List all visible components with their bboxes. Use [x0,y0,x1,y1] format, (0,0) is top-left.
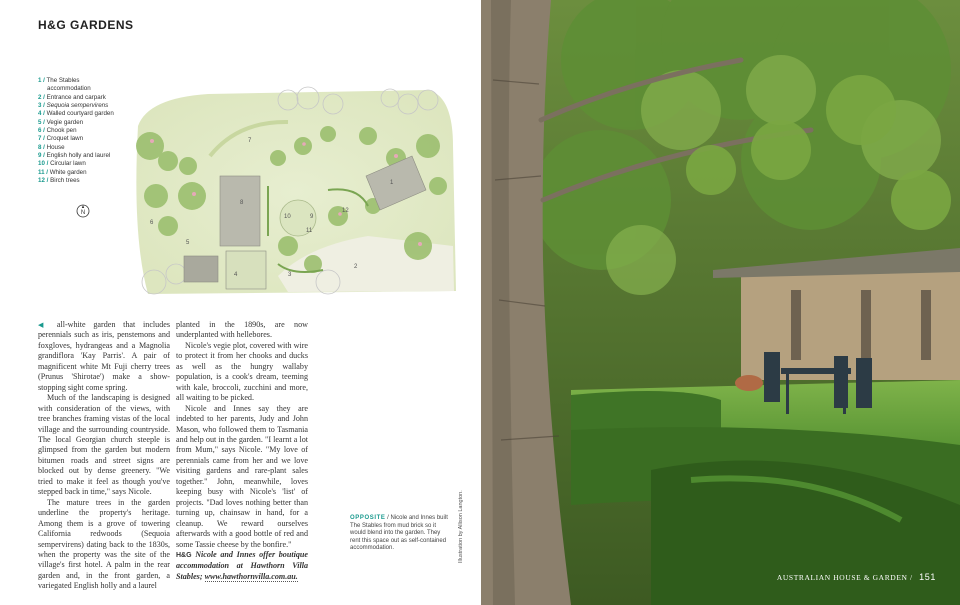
legend-label: Circular lawn [50,160,86,168]
garden-photo [481,0,960,605]
end-mark: H&G [176,551,192,559]
legend-label: Vegie garden [46,118,84,126]
garden-photo-illustration [481,0,960,605]
legend-number: 3 / [38,102,45,110]
article-column-2 [176,320,308,582]
plan-number-label: 5 [186,240,190,246]
plan-number-label: 2 [354,264,358,270]
accommodation-credit: Nicole and Innes offer boutique accommodation at Hawthorn Villa Stables; [176,549,308,581]
caption-tag: OPPOSITE [350,515,386,521]
caption-text: / Nicole and Innes built The Stables from mud brick so it would blend into the garden. They rent this space out as self-contained accommodation. [350,515,448,552]
website-link[interactable]: www.hawthornvilla.com.au. [204,571,298,581]
col2-paragraph-2: Nicole's vegie plot, covered with wire to protect it from her chooks and ducks as well as the hungry wallaby population, is a cook's dream, teeming with kale, broccoli, zucchini and more, all waiting to be picked. [176,340,308,403]
col1-paragraph-1: all-white garden that includes perennials such as iris, penstemons and foxgloves, hydrangeas and a Magnolia grandiflora 'Kay Parris'. A pair of magnificent white Mt Fuji cherry trees (Prunus 'Shirotae') make a show-stopping sight come spring. [38,320,170,392]
garden-plan-illustration [128,86,458,301]
plan-number-label: 12 [342,208,349,214]
plan-number-label: 3 [288,272,292,278]
page-footer [777,572,936,582]
section-title: H&G GARDENS [38,18,134,32]
legend-label: White garden [49,168,87,176]
legend-label: Walled courtyard garden [46,110,114,118]
legend-label: House [46,143,65,151]
page-number: 151 [919,572,936,582]
legend-label: Entrance and carpark [46,93,106,101]
plan-number-label: 11 [306,228,313,234]
compass-icon [76,204,90,218]
legend-sublabel: accommodation [47,85,91,93]
legend-number: 1 / [38,77,45,84]
plan-number-label: 9 [310,214,314,220]
plan-house [220,176,260,246]
legend-number: 8 / [38,143,45,151]
plan-number-label: 6 [150,220,154,226]
plan-number-label: 8 [240,200,244,206]
legend-label: English holly and laurel [46,152,111,160]
legend-number: 4 / [38,110,45,118]
legend-number: 12 / [38,177,49,185]
plan-number-label: 1 [390,180,394,186]
compass-label: N [80,209,86,216]
plan-number-label: 7 [248,138,252,144]
legend-number: 7 / [38,135,45,143]
photo-caption [350,515,450,553]
plan-number-label: 4 [234,272,238,278]
legend-number: 10 / [38,160,49,168]
legend-number: 5 / [38,118,45,126]
legend-label: The Stables [46,77,80,84]
legend-item [38,77,158,85]
illustration-credit: Illustration by Allison Langton. [458,490,464,563]
col2-paragraph-1: planted in the 1890s, are now underplanted with hellebores. [176,320,308,340]
legend-number: 2 / [38,93,45,101]
col2-paragraph-3: Nicole and Innes say they are indebted to her parents, Judy and John Mason, who followed them to Tasmania and help out in the garden. "I learnt a lot from Mum," says Nicole. "My love of perennials came from her and we love visiting gardens and rare-plant sales together." John, meanwhile, loves keeping busy with Nicole's 'list' of projects. "Dad loves nothing better than turning up, chainsaw in hand, for a cleanup. We reward ourselves afterwards with a good bottle of red and some Tassie cheese by the bonfire." [176,403,308,549]
legend-label: Birch trees [50,177,80,185]
col1-paragraph-3: The mature trees in the garden underline the property's heritage. Among them is a grove of towering California redwoods (Sequoia sempervirens) dating back to the 1830s, when the property was the site of the village's first hotel. A palm in the rear garden and, in the front garden, a variegated English holly and a laurel [38,497,170,591]
legend-number: 6 / [38,127,45,135]
legend-number: 11 / [38,168,48,176]
magazine-name: AUSTRALIAN HOUSE & GARDEN [776,573,908,582]
legend-label: Chook pen [46,127,77,135]
plan-number-label: 10 [284,214,291,220]
legend-label: Sequoia sempervirens [46,102,109,110]
col1-paragraph-2: Much of the landscaping is designed with consideration of the views, with tree branches framing vistas of the local village and the surrounding countryside. The local Georgian church steeple is glimpsed from the garden but modern bitumen roads and street signs are blocked out by dense greenery. "We tried to make it feel as though you've stepped back in time," says Nicole. [38,393,170,497]
footer-separator: / [910,573,913,582]
continued-arrow-icon: ◀ [38,321,50,329]
legend-number: 9 / [38,152,45,160]
article-column-1 [38,320,170,592]
legend-label: Croquet lawn [46,135,84,143]
